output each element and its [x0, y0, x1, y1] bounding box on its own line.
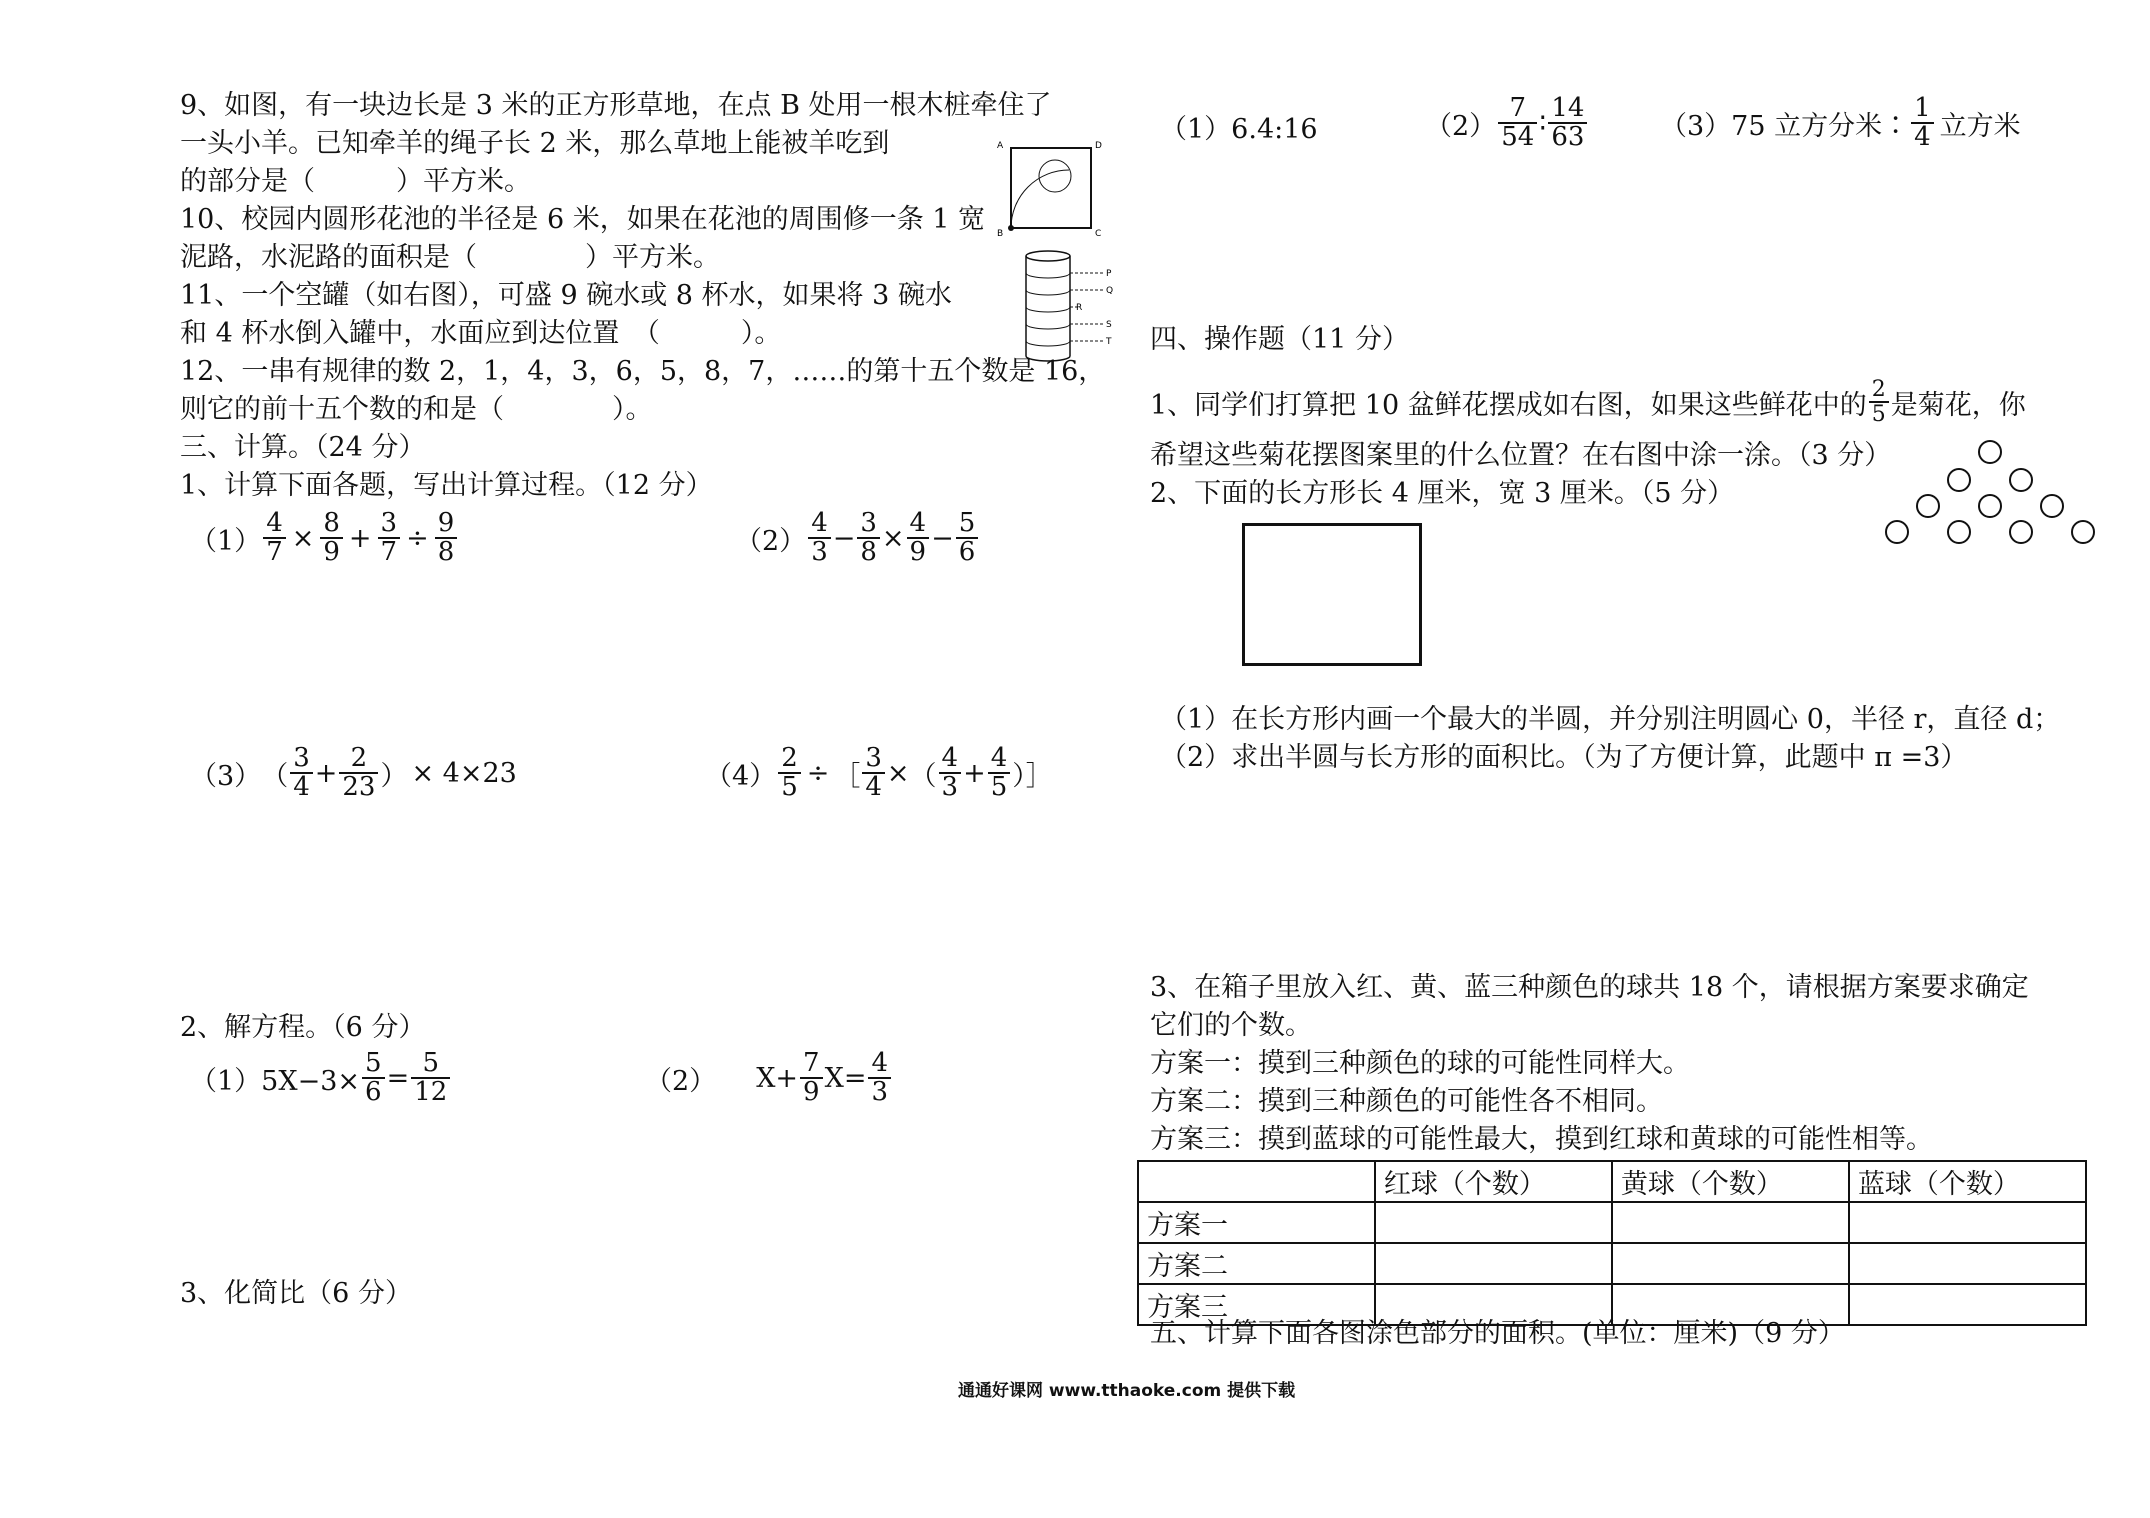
- table-header-cell: 蓝球（个数）: [1849, 1161, 2086, 1202]
- label-q: Q: [1106, 286, 1114, 296]
- q12-line1: 12、一串有规律的数 2，1，4，3，6，5，8，7，……的第十五个数是 16，: [180, 356, 1106, 387]
- q10-line2: 泥路，水泥路的面积是（ ）平方米。: [180, 242, 720, 273]
- table-cell-red[interactable]: [1375, 1243, 1612, 1284]
- operation-1-line2: 希望这些菊花摆图案里的什么位置？在右图中涂一涂。（3 分）: [1150, 440, 1892, 471]
- table-cell-blue[interactable]: [1849, 1243, 2086, 1284]
- operation-2-title: 2、下面的长方形长 4 厘米，宽 3 厘米。（5 分）: [1150, 478, 1735, 509]
- flower-circle[interactable]: [1947, 468, 1971, 492]
- plan-2-desc: 方案二：摸到三种颜色的可能性各不相同。: [1150, 1086, 1663, 1117]
- q11-line2: 和 4 杯水倒入罐中，水面应到达位置 （ ）。: [180, 318, 782, 349]
- section-4-title: 四、操作题（11 分）: [1150, 324, 1409, 355]
- label-s: S: [1106, 320, 1112, 330]
- calc-item-3: （3） （ $\frac{3}{4}$ + $\frac{2}{23}$ ） × 4×23: [190, 743, 517, 803]
- flower-circle[interactable]: [1978, 494, 2002, 518]
- table-header-cell: 红球（个数）: [1375, 1161, 1612, 1202]
- table-cell-yellow[interactable]: [1612, 1202, 1849, 1243]
- table-header-row: [1138, 1161, 2086, 1202]
- calc-item-1: （1） $\frac{4}{7}$ × $\frac{8}{9}$ + $\frac{3}{7}$ ÷ $\frac{9}{8}$: [190, 510, 459, 567]
- ratio-item-3: （3）75 立方分米∶ $\frac{1}{4}$ 立方米: [1660, 93, 2021, 153]
- table-row-label: 方案三: [1138, 1284, 1375, 1325]
- flower-circle[interactable]: [1947, 520, 1971, 544]
- q9-line2: 一头小羊。已知牵羊的绳子长 2 米，那么草地上能被羊吃到: [180, 128, 890, 159]
- table-cell-yellow[interactable]: [1612, 1243, 1849, 1284]
- equation-title: 2、解方程。（6 分）: [180, 1012, 426, 1043]
- plan-1-desc: 方案一：摸到三种颜色的球的可能性同样大。: [1150, 1048, 1690, 1079]
- flower-circle[interactable]: [2071, 520, 2095, 544]
- ratio-item-1: （1）6.4:16: [1160, 114, 1318, 145]
- section-3-title: 三、计算。（24 分）: [180, 432, 426, 463]
- table-cell-blue[interactable]: [1849, 1284, 2086, 1325]
- operation-1-line1: 1、同学们打算把 10 盆鲜花摆成如右图，如果这些鲜花中的 $\frac{2}{5}$ 是菊花，你: [1150, 377, 2026, 428]
- label-c: C: [1095, 229, 1102, 238]
- operation-2-sub1: （1）在长方形内画一个最大的半圆，并分别注明圆心 0，半径 r，直径 d；: [1160, 704, 2061, 735]
- flower-circle[interactable]: [2040, 494, 2064, 518]
- square-lawn-figure: [995, 138, 1107, 238]
- flower-circle[interactable]: [1978, 440, 2002, 464]
- operation-2-sub2: （2）求出半圆与长方形的面积比。（为了方便计算，此题中 π =3）: [1160, 742, 1968, 773]
- table-row: [1138, 1202, 2086, 1243]
- ratio-item-2: （2） $\frac{7}{54}$ ∶ $\frac{14}{63}$: [1425, 95, 1589, 152]
- q11-line1: 11、一个空罐（如右图），可盛 9 碗水或 8 杯水，如果将 3 碗水: [180, 280, 952, 311]
- rectangle-figure[interactable]: [1242, 523, 1422, 666]
- table-row-label: 方案一: [1138, 1202, 1375, 1243]
- calc-item-4: （4） $\frac{2}{5}$ ÷ ［ $\frac{3}{4}$ × （ $\frac{4}{3}$ + $\frac{4}{5}$ ）］: [705, 743, 1053, 803]
- label-r: R: [1076, 303, 1083, 313]
- operation-3-line1: 3、在箱子里放入红、黄、蓝三种颜色的球共 18 个，请根据方案要求确定: [1150, 972, 2029, 1003]
- plan-3-desc: 方案三：摸到蓝球的可能性最大，摸到红球和黄球的可能性相等。: [1150, 1124, 1933, 1155]
- q12-line2: 则它的前十五个数的和是（ ）。: [180, 394, 653, 425]
- section-5-title: 五、计算下面各图涂色部分的面积。(单位：厘米)（9 分）: [1150, 1318, 1845, 1349]
- label-t: T: [1106, 337, 1112, 347]
- label-a: A: [997, 141, 1004, 151]
- flower-circle[interactable]: [1885, 520, 1909, 544]
- table-row-label: 方案二: [1138, 1243, 1375, 1284]
- table-row: [1138, 1243, 2086, 1284]
- operation-3-line2: 它们的个数。: [1150, 1010, 1312, 1041]
- flower-circle[interactable]: [2009, 520, 2033, 544]
- flower-circle[interactable]: [1916, 494, 1940, 518]
- table-cell-red[interactable]: [1375, 1202, 1612, 1243]
- calc-title: 1、计算下面各题，写出计算过程。（12 分）: [180, 470, 713, 501]
- footer-source: 通通好课网 www.tthaoke.com 提供下载: [958, 1381, 1296, 1401]
- q9-line1: 9、如图，有一块边长是 3 米的正方形草地，在点 B 处用一根木桩牵住了: [180, 90, 1052, 121]
- can-figure: [1018, 248, 1118, 363]
- label-b: B: [997, 229, 1004, 238]
- calc-item-2: （2） $\frac{4}{3}$ − $\frac{3}{8}$ × $\frac{4}{9}$ − $\frac{5}{6}$: [735, 510, 980, 567]
- flower-circle[interactable]: [2009, 468, 2033, 492]
- q9-line3: 的部分是（ ）平方米。: [180, 166, 531, 197]
- ball-plan-table: [1137, 1160, 2087, 1326]
- q10-line1: 10、校园内圆形花池的半径是 6 米，如果在花池的周围修一条 1 宽: [180, 204, 986, 235]
- equation-item-1: （1）5X−3× $\frac{5}{6}$ = $\frac{5}{12}$: [190, 1050, 452, 1107]
- ratio-title: 3、化简比（6 分）: [180, 1278, 412, 1309]
- label-p: P: [1106, 269, 1112, 279]
- table-header-cell: [1138, 1161, 1375, 1202]
- table-cell-blue[interactable]: [1849, 1202, 2086, 1243]
- label-d: D: [1095, 141, 1102, 151]
- equation-item-2: （2） X+ $\frac{7}{9}$ X= $\frac{4}{3}$: [645, 1050, 893, 1107]
- table-header-cell: 黄球（个数）: [1612, 1161, 1849, 1202]
